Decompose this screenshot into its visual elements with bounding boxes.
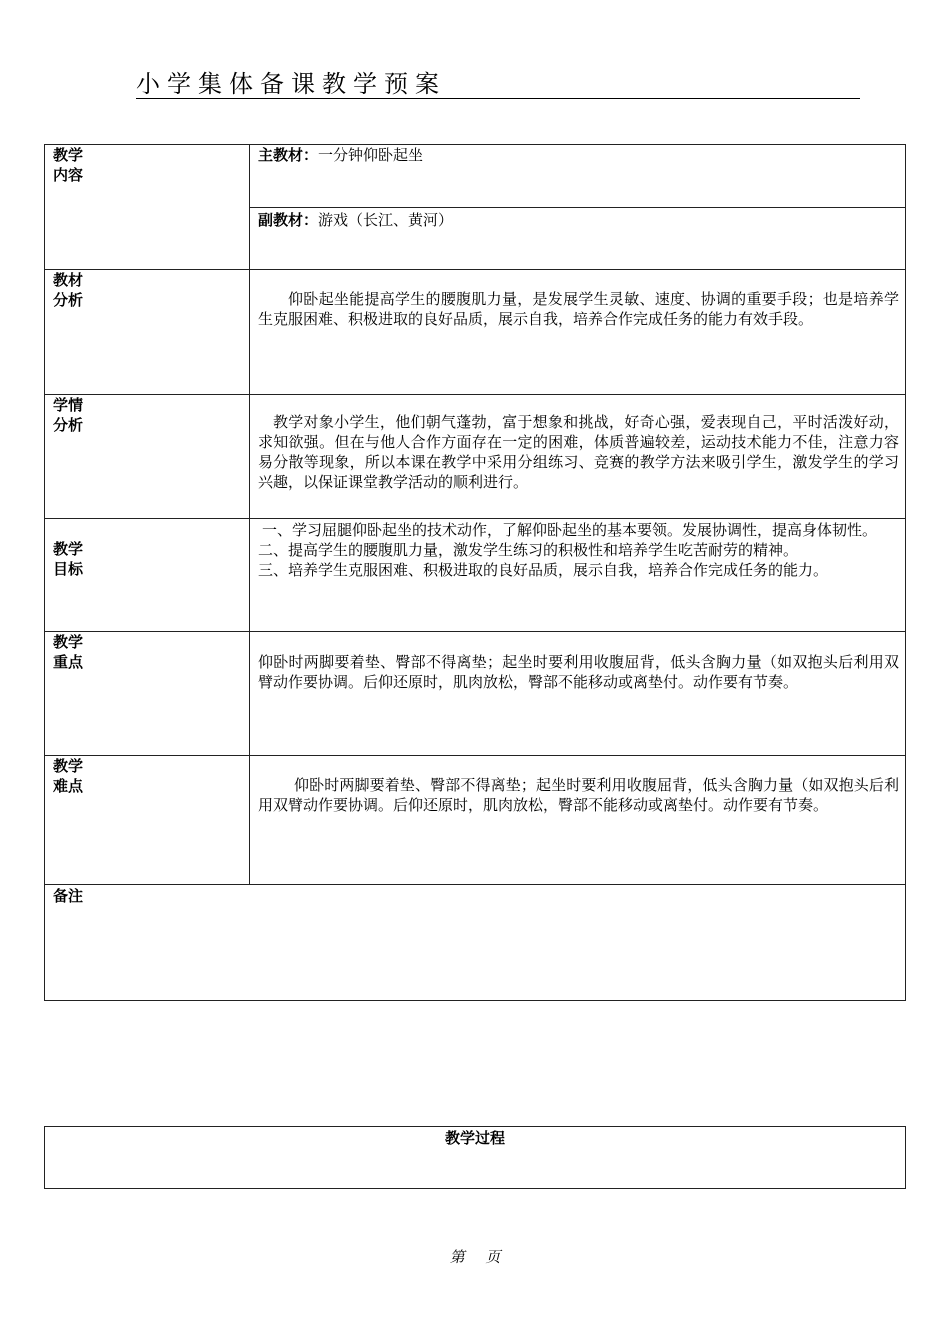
teaching-process-table [44, 1126, 906, 1189]
objectives-row [45, 519, 906, 632]
material-analysis-label-line1: 教材 [53, 271, 84, 289]
content-label-line2: 内容 [53, 166, 84, 184]
material-analysis-label-cell [45, 270, 250, 395]
page-footer: 第 页 [449, 1248, 501, 1266]
remarks-row [45, 885, 906, 1001]
title-underline [136, 98, 860, 99]
key-points-text: 仰卧时两脚要着垫、臀部不得离垫；起坐时要利用收腹屈背，低头含胸力量（如双抱头后利用双臂动作要协调。后仰还原时，肌肉放松，臀部不能移动或离垫付。动作要有节奏。 [258, 653, 899, 691]
difficulties-cell [250, 756, 906, 885]
material-analysis-cell [250, 270, 906, 395]
student-analysis-label-cell [45, 395, 250, 519]
difficulties-text: 仰卧时两脚要着垫、臀部不得离垫；起坐时要利用收腹屈背，低头含胸力量（如双抱头后利用双臂动作要协调。后仰还原时，肌肉放松，臀部不能移动或离垫付。动作要有节奏。 [258, 776, 899, 814]
student-analysis-label-line1: 学情 [53, 396, 84, 414]
key-points-cell [250, 632, 906, 756]
key-points-label-line1: 教学 [53, 633, 84, 651]
key-points-row [45, 632, 906, 756]
material-analysis-text: 仰卧起坐能提高学生的腰腹肌力量，是发展学生灵敏、速度、协调的重要手段；也是培养学生克服困难、积极进取的良好品质，展示自我，培养合作完成任务的能力有效手段。 [258, 290, 899, 328]
objectives-label-line1: 教学 [53, 540, 84, 558]
objectives-label-line2: 目标 [53, 560, 84, 578]
sub-material-label: 副教材： [258, 211, 319, 229]
main-material-label: 主教材： [258, 146, 319, 164]
student-analysis-label-line2: 分析 [53, 416, 84, 434]
student-analysis-row [45, 395, 906, 519]
material-analysis-row [45, 270, 906, 395]
student-analysis-text: 教学对象小学生，他们朝气蓬勃，富于想象和挑战，好奇心强，爱表现自己，平时活泼好动，求知欲强。但在与他人合作方面存在一定的困难，体质普遍较差，运动技术能力不佳，注意力容易分散等现象，所以本课在教学中采用分组练习、竞赛的教学方法来吸引学生，激发学生的学习兴趣，以保证课堂教学活动的顺利进行。 [258, 413, 899, 491]
material-analysis-label-line2: 分析 [53, 291, 84, 309]
objective-item-2: 二、提高学生的腰腹肌力量，激发学生练习的积极性和培养学生吃苦耐劳的精神。 [258, 541, 799, 559]
lesson-plan-table [44, 144, 906, 1001]
main-material-cell [250, 145, 906, 208]
content-label-line1: 教学 [53, 146, 84, 164]
objective-item-1: 一、学习屈腿仰卧起坐的技术动作，了解仰卧起坐的基本要领。发展协调性，提高身体韧性。 [262, 521, 878, 539]
objectives-cell [250, 519, 906, 632]
difficulties-label-line1: 教学 [53, 757, 84, 775]
remarks-label: 备注 [53, 887, 84, 905]
content-row-main [45, 145, 906, 208]
difficulties-row [45, 756, 906, 885]
document-title: 小学集体备课教学预案 [136, 70, 446, 98]
objective-item-3: 三、培养学生克服困难、积极进取的良好品质，展示自我，培养合作完成任务的能力。 [258, 561, 829, 579]
key-points-label-cell [45, 632, 250, 756]
sub-material-value: 游戏（长江、黄河） [318, 211, 454, 229]
difficulties-label-cell [45, 756, 250, 885]
teaching-process-heading: 教学过程 [45, 1127, 906, 1189]
key-points-label-line2: 重点 [53, 653, 84, 671]
student-analysis-cell [250, 395, 906, 519]
difficulties-label-line2: 难点 [53, 777, 84, 795]
sub-material-cell [250, 208, 906, 270]
objectives-label-cell [45, 519, 250, 632]
main-material-value: 一分钟仰卧起坐 [318, 146, 424, 164]
content-label-cell [45, 145, 250, 270]
remarks-cell [45, 885, 906, 1001]
